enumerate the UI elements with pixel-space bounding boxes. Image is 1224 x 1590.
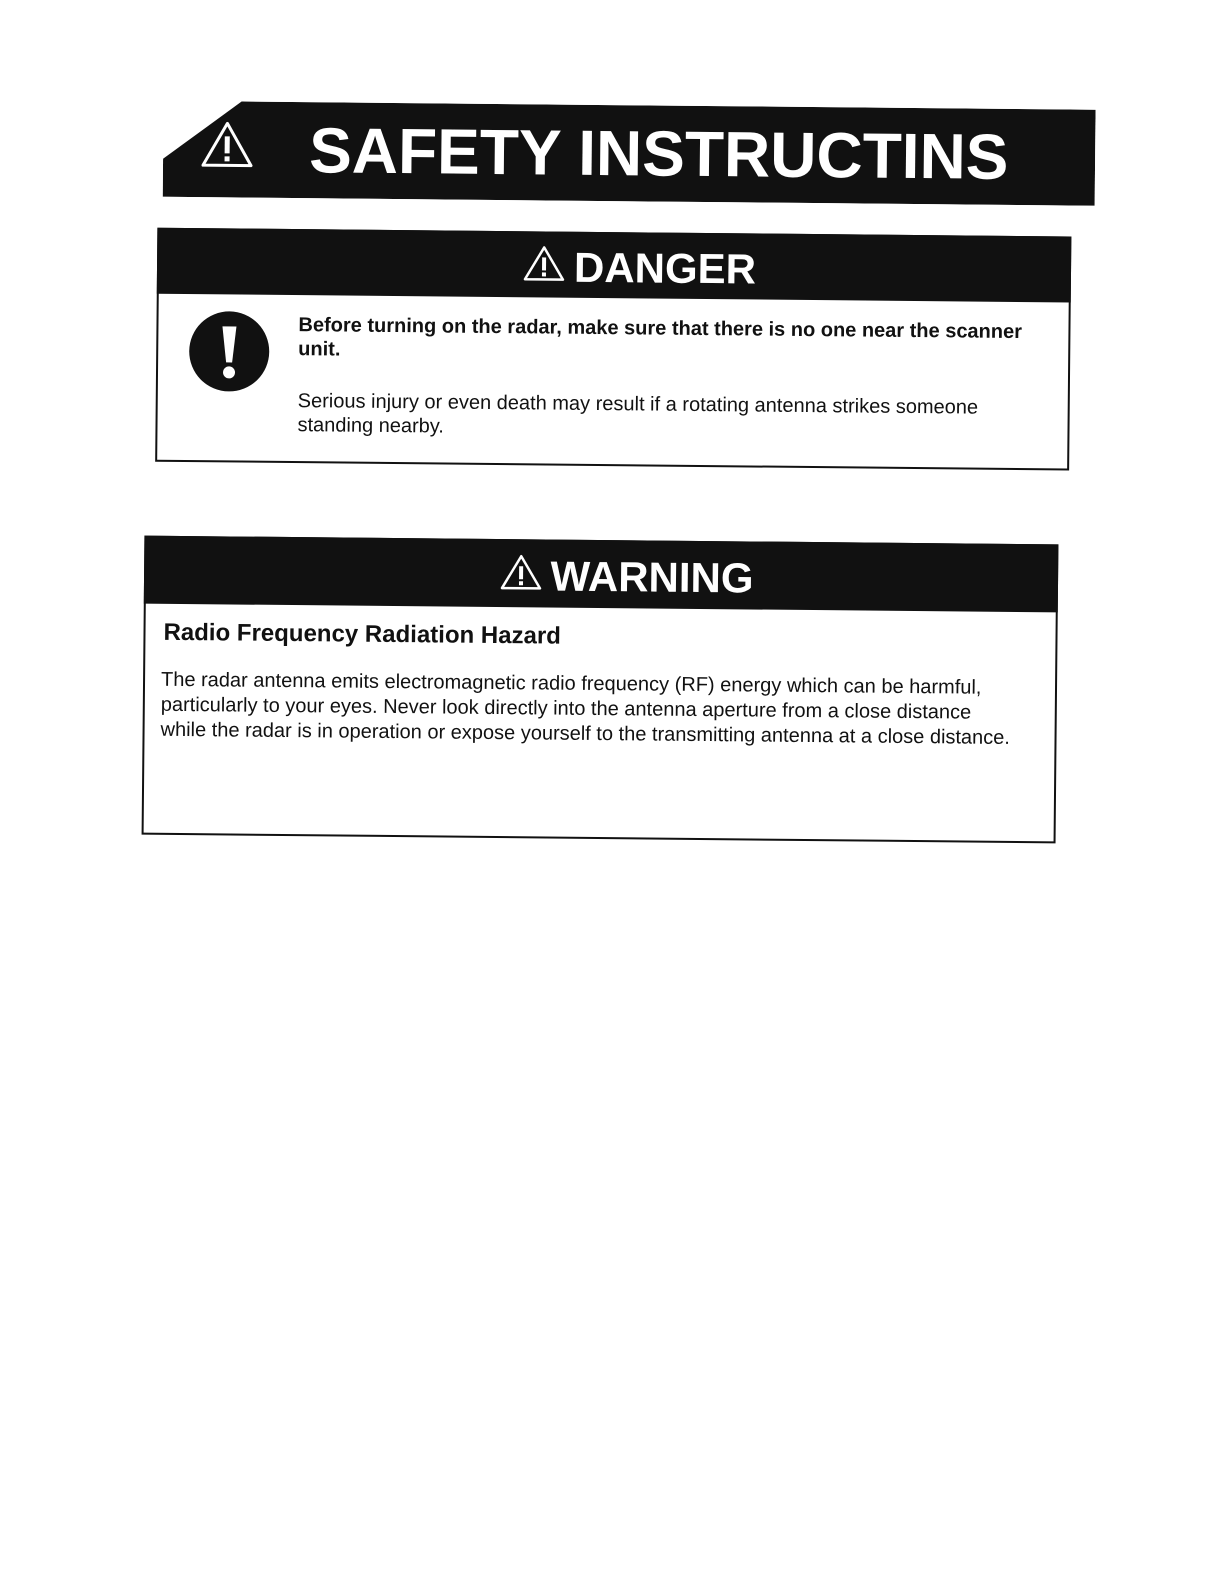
- warning-triangle-icon: [199, 119, 255, 170]
- warning-header-label: WARNING: [550, 552, 754, 602]
- page-title: SAFETY INSTRUCTINS: [308, 114, 1009, 193]
- warning-header: [144, 536, 1059, 613]
- warning-box: [142, 536, 1059, 844]
- danger-header: [157, 228, 1072, 303]
- title-banner: [163, 101, 1096, 206]
- danger-header-label: DANGER: [573, 243, 757, 293]
- exclamation-circle-icon: [188, 310, 271, 393]
- warning-triangle-icon: [498, 553, 542, 591]
- warning-subtitle: Radio Frequency Radiation Hazard: [163, 618, 562, 650]
- danger-box: [155, 228, 1071, 471]
- danger-body-text: Serious injury or even death may result if a rotating antenna strikes someone standing nearby.: [297, 390, 979, 438]
- warning-body-text: The radar antenna emits electromagnetic radio frequency (RF) energy which can be harmful, particularly to your eyes. Never look directly into the antenna aperture from a close distance while the radar is in operation or expose yourself to the transmitting antenna at a close distance.: [160, 668, 1011, 749]
- danger-bold-text: Before turning on the radar, make sure that there is no one near the scanner unit.: [298, 314, 1023, 361]
- warning-triangle-icon: [522, 244, 566, 282]
